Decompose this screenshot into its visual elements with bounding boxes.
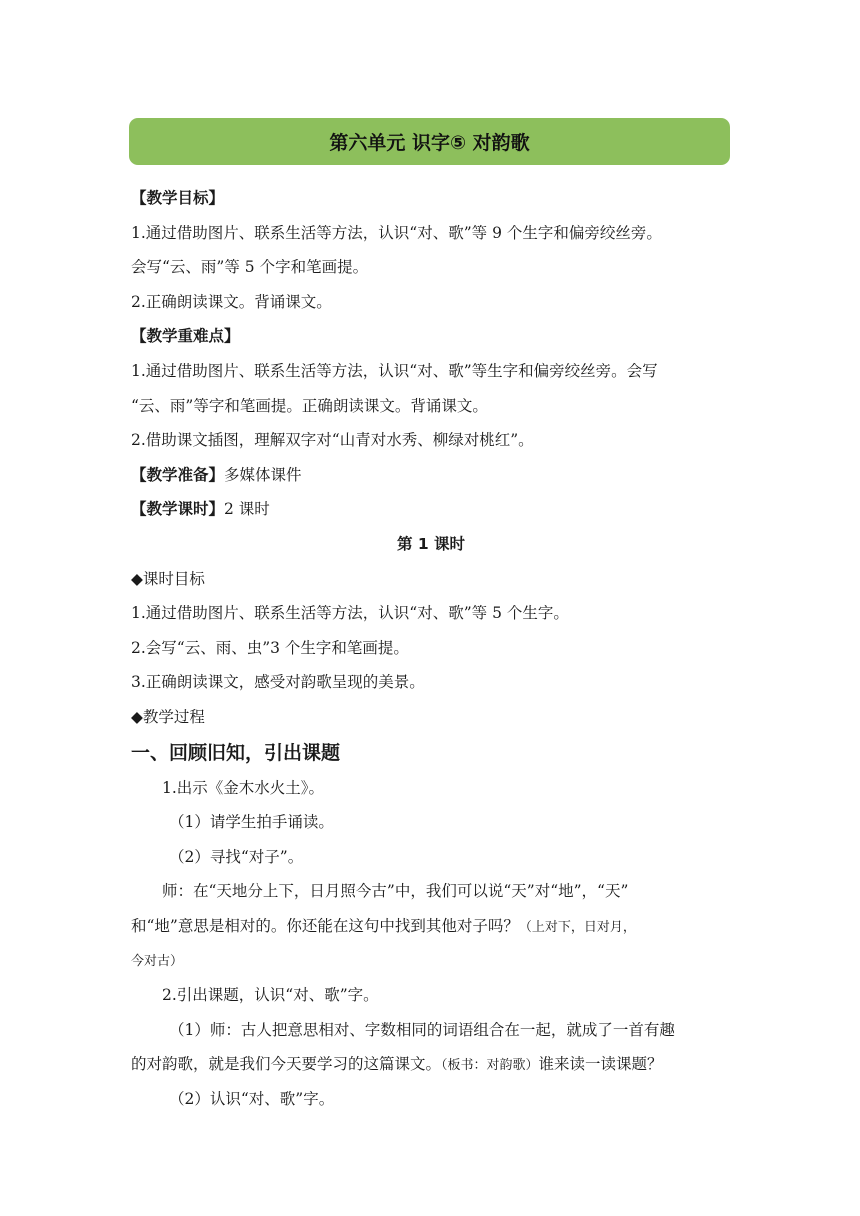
- section1-teacher-line-2-text: 和“地”意思是相对的。你还能在这句中找到其他对子吗？: [131, 916, 519, 935]
- section1-p2a-line-2-post: 谁来读一读课题？: [538, 1055, 663, 1074]
- section1-p1a: （1）请学生拍手诵读。: [169, 813, 334, 832]
- section1-heading: 一、回顾旧知，引出课题: [131, 741, 341, 764]
- key-points-line-2: “云、雨”等字和笔画提。正确朗读课文。背诵课文。: [131, 396, 488, 415]
- key-points-line-3: 2.借助课文插图，理解双字对“山青对水秀、柳绿对桃红”。: [131, 431, 534, 450]
- goals-line-3: 2.正确朗读课文。背诵课文。: [131, 292, 332, 311]
- section1-teacher-line-1: 师：在“天地分上下，日月照今古”中，我们可以说“天”对“地”，“天”: [162, 882, 629, 901]
- section1-p2a-line-2: [131, 1047, 731, 1082]
- lesson1-title: 第 1 课时: [396, 534, 466, 553]
- prep-value: 多媒体课件: [224, 465, 302, 484]
- key-points-heading: 【教学重难点】: [131, 327, 240, 346]
- section1-p2a-line-2-note: （板书：对韵歌）: [441, 1058, 539, 1074]
- section1-teacher-line-2-note: （上对下，日对月，: [518, 919, 636, 935]
- prep-row: [131, 458, 731, 493]
- section1-p1b: （2）寻找“对子”。: [169, 847, 304, 866]
- section1-p2b: （2）认识“对、歌”字。: [169, 1089, 335, 1108]
- title-banner: 第六单元 识字⑤ 对韵歌: [129, 118, 730, 165]
- prep-label: 【教学准备】: [131, 465, 225, 484]
- lesson1-goal-2: 2.会写“云、雨、虫”3 个生字和笔画提。: [131, 638, 409, 657]
- hours-row: [131, 492, 731, 527]
- lesson1-goal-3: 3.正确朗读课文，感受对韵歌呈现的美景。: [131, 673, 425, 692]
- goals-line-1: 1.通过借助图片、联系生活等方法，认识“对、歌”等 9 个生字和偏旁绞丝旁。: [131, 223, 662, 242]
- hours-value: 2 课时: [224, 500, 270, 519]
- section1-teacher-line-3-note: 今对古）: [131, 954, 184, 970]
- goals-heading: 【教学目标】: [131, 189, 225, 207]
- lesson-plan-body: [131, 181, 731, 1116]
- lesson1-goal-heading: ◆课时目标: [131, 569, 205, 588]
- hours-label: 【教学课时】: [131, 500, 225, 519]
- lesson1-goal-1: 1.通过借助图片、联系生活等方法，认识“对、歌”等 5 个生字。: [131, 604, 569, 623]
- section1-p2: 2.引出课题，认识“对、歌”字。: [162, 986, 379, 1005]
- section1-p2a-line-1: （1）师：古人把意思相对、字数相同的词语组合在一起，就成了一首有趣: [169, 1020, 675, 1039]
- section1-p1: 1.出示《金木水火土》。: [162, 778, 325, 797]
- section1-teacher-line-3: [131, 943, 731, 978]
- lesson1-process-heading: ◆教学过程: [131, 707, 205, 726]
- section1-teacher-line-2: [131, 909, 731, 944]
- section1-p2a-line-2-pre: 的对韵歌，就是我们今天要学习的这篇课文。: [131, 1055, 442, 1074]
- goals-line-2: 会写“云、雨”等 5 个字和笔画提。: [131, 258, 369, 277]
- key-points-line-1: 1.通过借助图片、联系生活等方法，认识“对、歌”等生字和偏旁绞丝旁。会写: [131, 361, 658, 380]
